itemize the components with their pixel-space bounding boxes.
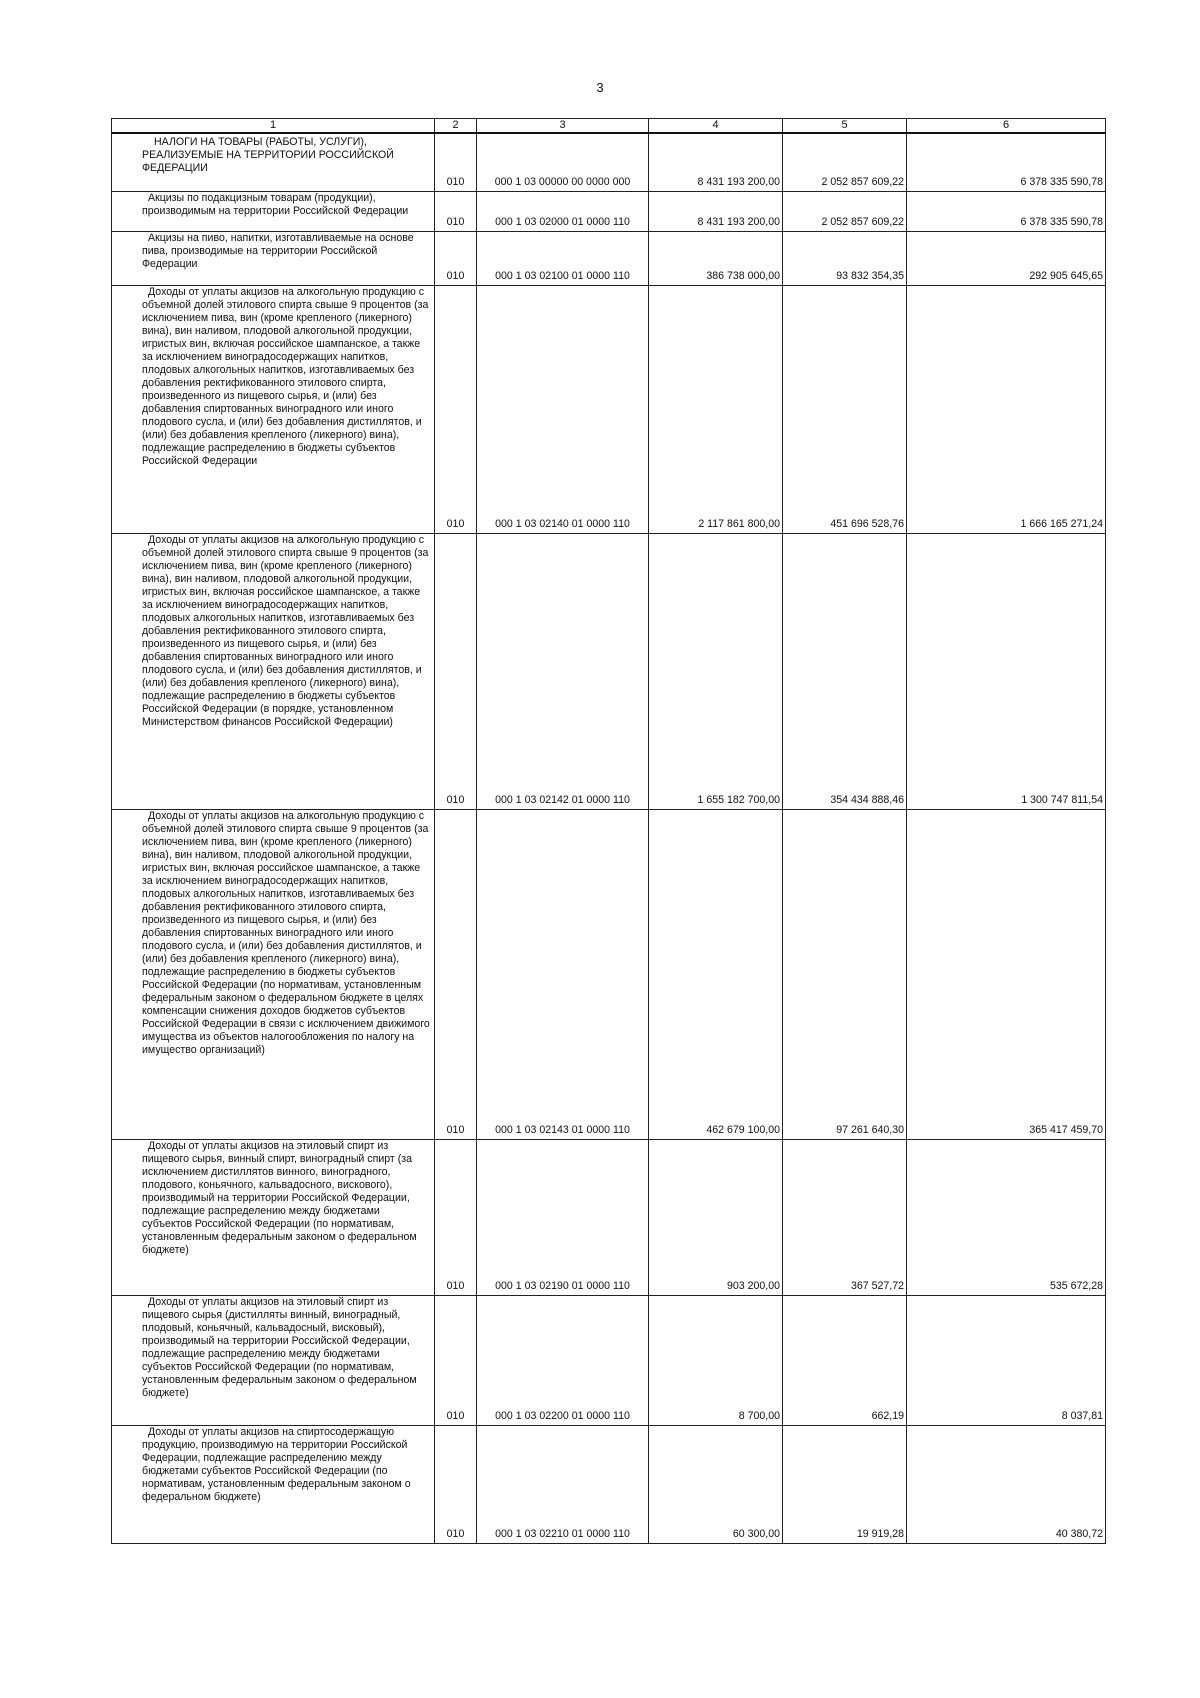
row-line-code: 010 — [435, 133, 477, 191]
row-budget-code: 000 1 03 02100 01 0000 110 — [477, 231, 649, 285]
table-header-row — [112, 119, 1106, 134]
row-name: НАЛОГИ НА ТОВАРЫ (РАБОТЫ, УСЛУГИ), РЕАЛИЗУЕМЫЕ НА ТЕРРИТОРИИ РОССИЙСКОЙ ФЕДЕРАЦИИ — [112, 133, 435, 191]
row-unexecuted-amount: 6 378 335 590,78 — [907, 191, 1106, 231]
row-line-code: 010 — [435, 533, 477, 809]
row-name: Доходы от уплаты акцизов на этиловый спирт из пищевого сырья (дистилляты винный, виноградный, плодовый, коньячный, кальвадосный, висковый), производимый на территории Российской Федерации, подлежащие распределению между бюджетами субъектов Российской Федерации (по нормативам, установленным федеральным законом о федеральном бюджете) — [112, 1295, 435, 1425]
row-budget-code: 000 1 03 02142 01 0000 110 — [477, 533, 649, 809]
revenue-table — [111, 118, 1106, 1544]
row-approved-amount: 8 431 193 200,00 — [649, 191, 783, 231]
row-budget-code: 000 1 03 02210 01 0000 110 — [477, 1425, 649, 1543]
row-name: Акцизы по подакцизным товарам (продукции), производимым на территории Российской Федерации — [112, 191, 435, 231]
row-line-code: 010 — [435, 1425, 477, 1543]
row-budget-code: 000 1 03 02200 01 0000 110 — [477, 1295, 649, 1425]
row-name: Доходы от уплаты акцизов на алкогольную продукцию с объемной долей этилового спирта свыше 9 процентов (за исключением пива, вин (кроме крепленого (ликерного) вина), вин наливом, плодовой алкогольной продукции, игристых вин, включая российское шампанское, а также за исключением виноградосодержащих напитков, плодовых алкогольных напитков, изготавливаемых без добавления ректификованного этилового спирта, произведенного из пищевого сырья, и (или) без добавления спиртованных виноградного или иного плодового сусла, и (или) без добавления дистиллятов, и (или) без добавления крепленого (ликерного) вина), подлежащие распределению в бюджеты субъектов Российской Федерации (по нормативам, установленным федеральным законом о федеральном бюджете в целях компенсации снижения доходов бюджетов субъектов Российской Федерации в связи с исключением движимого имущества из объектов налогообложения по налогу на имущество организаций) — [112, 809, 435, 1139]
table-row — [112, 1139, 1106, 1295]
row-line-code: 010 — [435, 191, 477, 231]
row-approved-amount: 386 738 000,00 — [649, 231, 783, 285]
row-budget-code: 000 1 03 00000 00 0000 000 — [477, 133, 649, 191]
table-row — [112, 191, 1106, 231]
column-header-5: 5 — [783, 119, 907, 134]
row-name: Доходы от уплаты акцизов на этиловый спирт из пищевого сырья, винный спирт, виноградный спирт (за исключением дистиллятов винного, виноградного, плодового, коньячного, кальвадосного, вискового), производимый на территории Российской Федерации, подлежащие распределению между бюджетами субъектов Российской Федерации (по нормативам, установленным федеральным законом о федеральном бюджете) — [112, 1139, 435, 1295]
row-approved-amount: 903 200,00 — [649, 1139, 783, 1295]
row-approved-amount: 8 431 193 200,00 — [649, 133, 783, 191]
row-budget-code: 000 1 03 02143 01 0000 110 — [477, 809, 649, 1139]
row-name: Акцизы на пиво, напитки, изготавливаемые на основе пива, производимые на территории Российской Федерации — [112, 231, 435, 285]
row-executed-amount: 2 052 857 609,22 — [783, 191, 907, 231]
column-header-1: 1 — [112, 119, 435, 134]
row-executed-amount: 354 434 888,46 — [783, 533, 907, 809]
row-unexecuted-amount: 1 666 165 271,24 — [907, 285, 1106, 533]
row-executed-amount: 451 696 528,76 — [783, 285, 907, 533]
row-unexecuted-amount: 535 672,28 — [907, 1139, 1106, 1295]
row-unexecuted-amount: 40 380,72 — [907, 1425, 1106, 1543]
row-budget-code: 000 1 03 02000 01 0000 110 — [477, 191, 649, 231]
row-name: Доходы от уплаты акцизов на алкогольную продукцию с объемной долей этилового спирта свыше 9 процентов (за исключением пива, вин (кроме крепленого (ликерного) вина), вин наливом, плодовой алкогольной продукции, игристых вин, включая российское шампанское, а также за исключением виноградосодержащих напитков, плодовых алкогольных напитков, изготавливаемых без добавления ректификованного этилового спирта, произведенного из пищевого сырья, и (или) без добавления спиртованных виноградного или иного плодового сусла, и (или) без добавления дистиллятов, и (или) без добавления крепленого (ликерного) вина), подлежащие распределению в бюджеты субъектов Российской Федерации — [112, 285, 435, 533]
row-name: Доходы от уплаты акцизов на алкогольную продукцию с объемной долей этилового спирта свыше 9 процентов (за исключением пива, вин (кроме крепленого (ликерного) вина), вин наливом, плодовой алкогольной продукции, игристых вин, включая российское шампанское, а также за исключением виноградосодержащих напитков, плодовых алкогольных напитков, изготавливаемых без добавления ректификованного этилового спирта, произведенного из пищевого сырья, и (или) без добавления спиртованных виноградного или иного плодового сусла, и (или) без добавления дистиллятов, и (или) без добавления крепленого (ликерного) вина), подлежащие распределению в бюджеты субъектов Российской Федерации (в порядке, установленном Министерством финансов Российской Федерации) — [112, 533, 435, 809]
row-approved-amount: 60 300,00 — [649, 1425, 783, 1543]
column-header-4: 4 — [649, 119, 783, 134]
row-budget-code: 000 1 03 02140 01 0000 110 — [477, 285, 649, 533]
row-unexecuted-amount: 292 905 645,65 — [907, 231, 1106, 285]
row-unexecuted-amount: 1 300 747 811,54 — [907, 533, 1106, 809]
row-line-code: 010 — [435, 1139, 477, 1295]
row-approved-amount: 8 700,00 — [649, 1295, 783, 1425]
table-row — [112, 231, 1106, 285]
table-row — [112, 809, 1106, 1139]
table-row — [112, 533, 1106, 809]
table-row — [112, 285, 1106, 533]
row-approved-amount: 2 117 861 800,00 — [649, 285, 783, 533]
row-line-code: 010 — [435, 1295, 477, 1425]
column-header-2: 2 — [435, 119, 477, 134]
row-executed-amount: 367 527,72 — [783, 1139, 907, 1295]
row-line-code: 010 — [435, 285, 477, 533]
row-approved-amount: 462 679 100,00 — [649, 809, 783, 1139]
column-header-3: 3 — [477, 119, 649, 134]
row-executed-amount: 93 832 354,35 — [783, 231, 907, 285]
row-unexecuted-amount: 8 037,81 — [907, 1295, 1106, 1425]
row-line-code: 010 — [435, 809, 477, 1139]
row-budget-code: 000 1 03 02190 01 0000 110 — [477, 1139, 649, 1295]
row-approved-amount: 1 655 182 700,00 — [649, 533, 783, 809]
page-number: 3 — [596, 80, 604, 95]
row-unexecuted-amount: 6 378 335 590,78 — [907, 133, 1106, 191]
row-name: Доходы от уплаты акцизов на спиртосодержащую продукцию, производимую на территории Российской Федерации, подлежащие распределению между бюджетами субъектов Российской Федерации (по нормативам, установленным федеральным законом о федеральном бюджете) — [112, 1425, 435, 1543]
row-executed-amount: 19 919,28 — [783, 1425, 907, 1543]
row-executed-amount: 2 052 857 609,22 — [783, 133, 907, 191]
column-header-6: 6 — [907, 119, 1106, 134]
row-executed-amount: 662,19 — [783, 1295, 907, 1425]
row-executed-amount: 97 261 640,30 — [783, 809, 907, 1139]
row-line-code: 010 — [435, 231, 477, 285]
table-row — [112, 133, 1106, 191]
row-unexecuted-amount: 365 417 459,70 — [907, 809, 1106, 1139]
table-row — [112, 1295, 1106, 1425]
table-row — [112, 1425, 1106, 1543]
